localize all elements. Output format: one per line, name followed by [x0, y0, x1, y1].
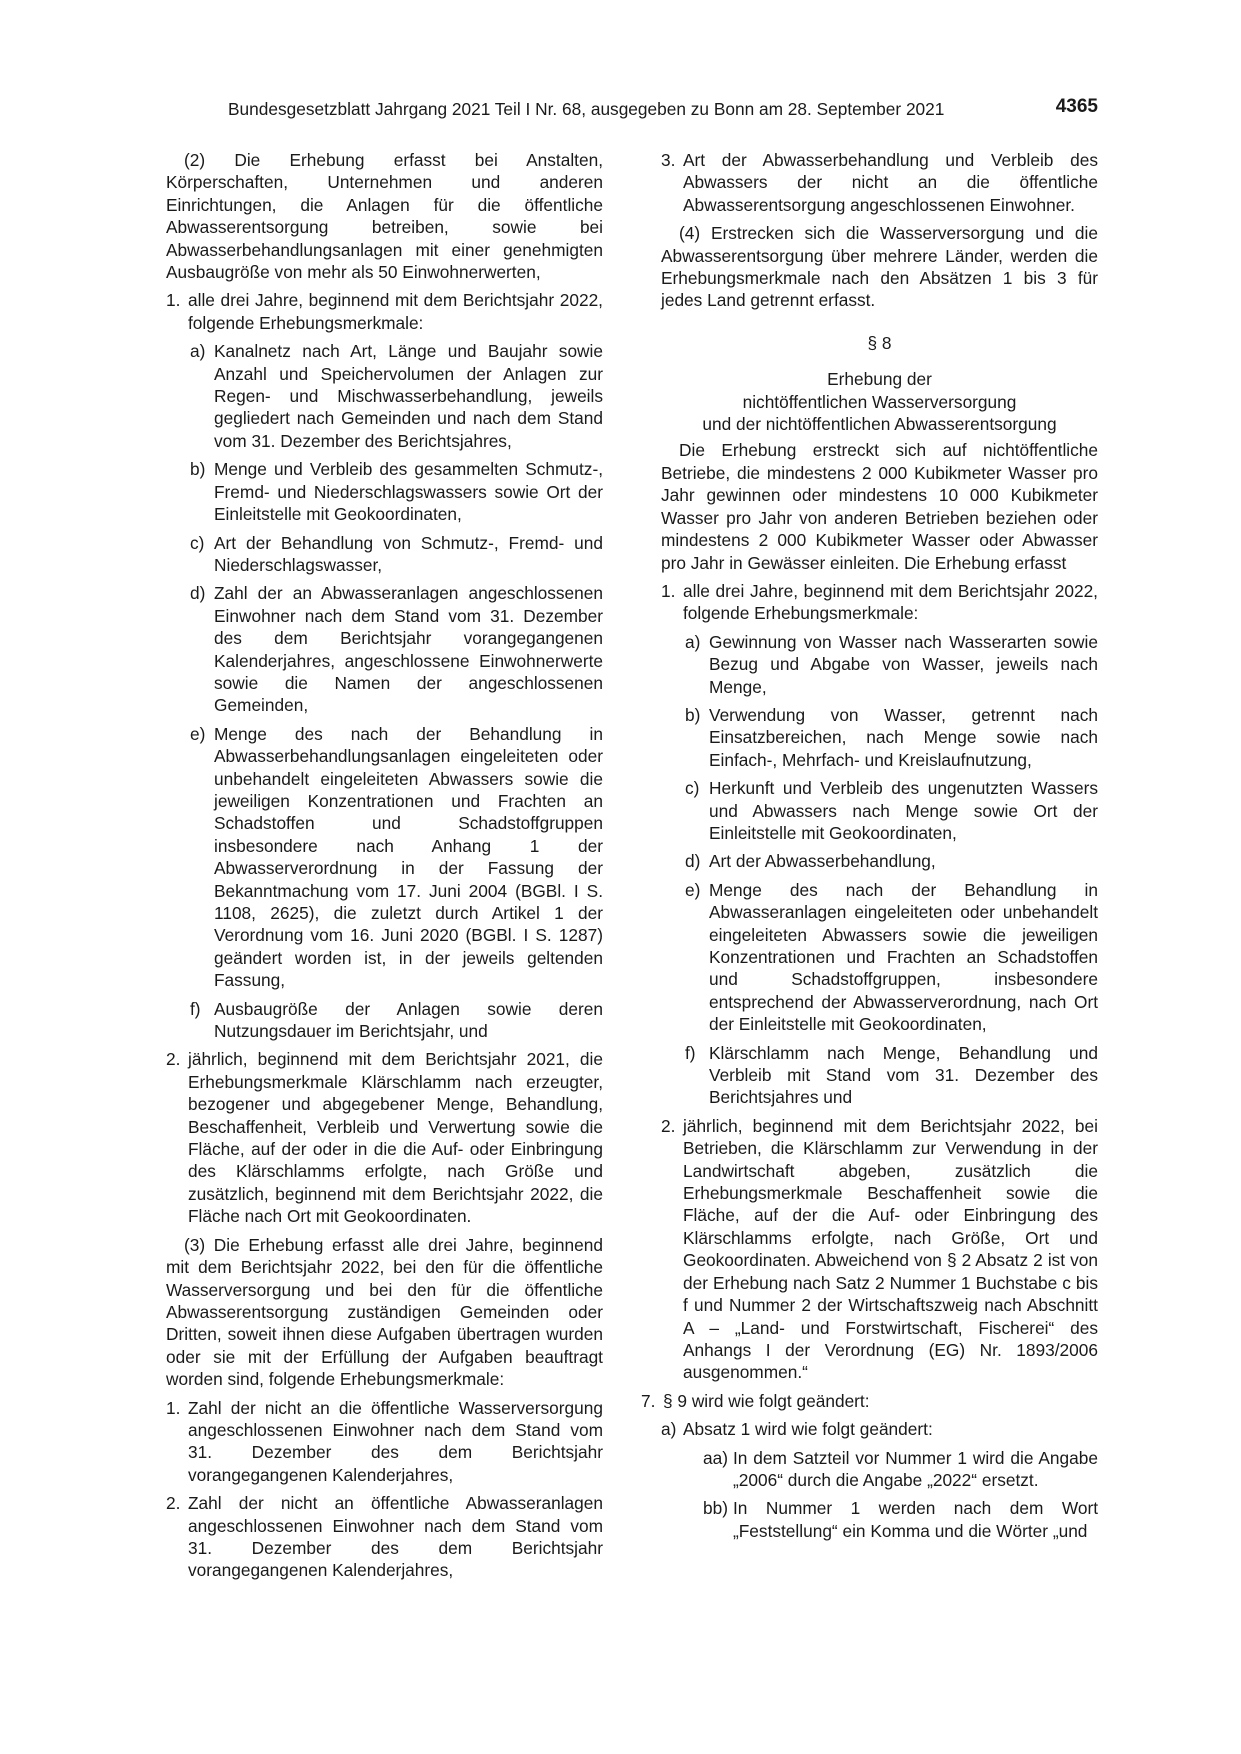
list-item: [190, 458, 603, 525]
list-item: [190, 532, 603, 577]
list-item: [166, 289, 603, 334]
list-item: [661, 149, 1098, 216]
header-text: Bundesgesetzblatt Jahrgang 2021 Teil I Nr. 68, ausgegeben zu Bonn am 28. September 2021: [228, 99, 945, 119]
list-text: Gewinnung von Wasser nach Wasserarten sowie Bezug und Abgabe von Wasser, jeweils nach Menge,: [709, 631, 1098, 697]
list-item: [166, 1492, 603, 1582]
list-text: Art der Abwasserbehandlung,: [709, 851, 936, 872]
section-title-line-1: Erhebung der: [827, 369, 932, 390]
paragraph-3: (3) Die Erhebung erfasst alle drei Jahre, beginnend mit dem Berichtsjahr 2022, bei den für die öffentliche Wasserversorgung und bei den für die öffentliche Abwasserentsorgung zuständigen Gemeinden oder Dritten, soweit ihnen diese Aufgaben übertragen wurden oder sie mit der Erfüllung der Aufgaben beauftragt worden sind, folgende Erhebungsmerkmale:: [166, 1234, 603, 1390]
section-intro: Die Erhebung erstreckt sich auf nichtöffentliche Betriebe, die mindestens 2 000 Kubikmeter Wasser pro Jahr gewinnen oder mindestens 10 000 Kubikmeter Wasser pro Jahr von anderen Betrieben beziehen oder mindestens 2 000 Kubikmeter Wasser oder Abwasser pro Jahr in Gewässer einleiten. Die Erhebung erfasst: [661, 440, 1098, 573]
list-text: jährlich, beginnend mit dem Berichtsjahr 2022, bei Betrieben, die Klärschlamm zur Verwendung in der Landwirtschaft abgeben, zusätzlich die Erhebungsmerkmale Beschaffenheit sowie die Fläche, auf der die Auf- oder Einbringung des Klärschlamms erfolgte, nach Größe, Ort und Geokoordinaten. Abweichend von § 2 Absatz 2 ist von der Erhebung nach Satz 2 Nummer 1 Buchstabe c bis f und Nummer 2 der Wirtschaftszweig nach Abschnitt A – „Land- und Forstwirtschaft, Fischerei“ des Anhangs I der Verordnung (EG) Nr. 1893/2006 ausgenommen.“: [683, 1115, 1098, 1383]
list-marker: 1.: [166, 290, 181, 311]
list-marker: d): [685, 851, 701, 872]
section-title-line-3: und der nichtöffentlichen Abwasserentsorgung: [702, 414, 1057, 435]
list-text: Art der Abwasserbehandlung und Verbleib des Abwassers der nicht an die öffentliche Abwasserentsorgung angeschlossenen Einwohner.: [683, 150, 1098, 215]
paragraph-4: (4) Erstrecken sich die Wasserversorgung und die Abwasserentsorgung über mehrere Länder, werden die Erhebungsmerkmale nach den Absätzen 1 bis 3 für jedes Land getrennt erfasst.: [661, 223, 1098, 311]
list-marker: 2.: [166, 1493, 181, 1514]
list-marker: aa): [703, 1447, 728, 1468]
list-text: jährlich, beginnend mit dem Berichtsjahr 2021, die Erhebungsmerkmale Klärschlamm nach erzeugter, bezogener und abgegebener Menge, Behandlung, Beschaffenheit, Verbleib und Verwertung sowie die Fläche, auf der oder in die die Auf- oder Einbringung des Klärschlamms erfolgte, nach Größe und zusätzlich, beginnend mit dem Berichtsjahr 2022, die Fläche nach Ort mit Geokoordinaten.: [188, 1049, 603, 1227]
list-item: [685, 631, 1098, 698]
list-item: [190, 582, 603, 716]
list-text: Menge und Verbleib des gesammelten Schmutz-, Fremd- und Niederschlagswassers sowie Ort der Einleitstelle mit Geokoordinaten,: [214, 459, 603, 525]
list-marker: e): [685, 879, 701, 900]
list-marker: b): [190, 459, 206, 480]
list-marker: a): [685, 631, 701, 652]
list-item: [641, 1390, 1098, 1412]
paragraph-2: (2) Die Erhebung erfasst bei Anstalten, Körperschaften, Unternehmen und anderen Einrichtungen, die Anlagen für die öffentliche Abwasserentsorgung betreiben, sowie bei Abwasserbehandlungsanlagen mit einer genehmigten Ausbaugröße von mehr als 50 Einwohnerwerten,: [166, 150, 603, 283]
list-marker: 1.: [661, 580, 676, 601]
list-text: Menge des nach der Behandlung in Abwasseranlagen eingeleiteten oder unbehandelt eingeleiteten Abwassers sowie die jeweiligen Konzentrationen und Frachten an Schadstoffen und Schadstoffgruppen, insbesondere entsprechend der Abwasserverordnung, nach Ort der Einleitstelle mit Geokoordinaten,: [709, 879, 1098, 1035]
list-item: [703, 1497, 1098, 1542]
list-text: Klärschlamm nach Menge, Behandlung und Verbleib mit Stand vom 31. Dezember des Berichtsjahres und: [709, 1042, 1098, 1108]
list-marker: d): [190, 583, 206, 604]
list-text: Zahl der nicht an öffentliche Abwasseranlagen angeschlossenen Einwohner nach dem Stand vom 31. Dezember des dem Berichtsjahr vorangegangenen Kalenderjahres,: [188, 1493, 603, 1581]
list-marker: a): [661, 1419, 677, 1440]
list-text: Herkunft und Verbleib des ungenutzten Wassers und Abwassers nach Menge sowie Ort der Einleitstelle mit Geokoordinaten,: [709, 778, 1098, 843]
list-item: [661, 580, 1098, 625]
list-marker: bb): [703, 1498, 728, 1519]
left-column: [166, 149, 603, 1588]
list-item: [190, 340, 603, 452]
list-text: alle drei Jahre, beginnend mit dem Berichtsjahr 2022, folgende Erhebungsmerkmale:: [188, 290, 603, 333]
list-text: In Nummer 1 werden nach dem Wort „Feststellung“ ein Komma und die Wörter „und: [733, 1498, 1098, 1541]
list-text: § 9 wird wie folgt geändert:: [663, 1390, 870, 1411]
list-marker: e): [190, 723, 206, 744]
list-text: Verwendung von Wasser, getrennt nach Einsatzbereichen, nach Menge sowie nach Einfach-, Mehrfach- und Kreislaufnutzung,: [709, 704, 1098, 770]
list-item: [661, 1115, 1098, 1384]
section-number: § 8: [867, 332, 892, 353]
list-text: Ausbaugröße der Anlagen sowie deren Nutzungsdauer im Berichtsjahr, und: [214, 998, 603, 1042]
list-item: [685, 777, 1098, 844]
right-column: [641, 149, 1098, 1548]
page-number: 4365: [1055, 96, 1098, 117]
list-text: Kanalnetz nach Art, Länge und Baujahr sowie Anzahl und Speichervolumen der Anlagen zur Regen- und Mischwasserbehandlung, jeweils gegliedert nach Gemeinden und nach dem Stand vom 31. Dezember des Berichtsjahres,: [214, 341, 603, 451]
list-text: Menge des nach der Behandlung in Abwasserbehandlungsanlagen eingeleiteten oder unbehandelt eingeleiteten Abwassers sowie die jeweiligen Konzentrationen und Frachten an Schadstoffen und Schadstoffgruppen insbesondere nach Anhang 1 der Abwasserverordnung in der Fassung der Bekanntmachung vom 17. Juni 2004 (BGBl. I S. 1108, 2625), die zuletzt durch Artikel 1 der Verordnung vom 16. Juni 2020 (BGBl. I S. 1287) geändert worden ist, in der jeweils geltenden Fassung,: [214, 723, 603, 991]
list-item: [703, 1447, 1098, 1492]
list-item: [661, 1418, 1098, 1440]
list-marker: 7.: [641, 1390, 656, 1411]
list-marker: f): [685, 1042, 696, 1063]
list-text: In dem Satzteil vor Nummer 1 wird die Angabe „2006“ durch die Angabe „2022“ ersetzt.: [733, 1447, 1098, 1490]
list-marker: 1.: [166, 1397, 181, 1418]
list-marker: c): [190, 532, 205, 553]
list-marker: 2.: [661, 1115, 676, 1136]
list-text: Zahl der an Abwasseranlagen angeschlossenen Einwohner nach dem Stand vom 31. Dezember des dem Berichtsjahr vorangegangenen Kalenderjahres, angeschlossene Einwohnerwerte sowie die Namen der angeschlossenen Gemeinden,: [214, 583, 603, 716]
list-item: [685, 879, 1098, 1036]
list-item: [685, 704, 1098, 771]
list-marker: c): [685, 778, 700, 799]
list-text: alle drei Jahre, beginnend mit dem Berichtsjahr 2022, folgende Erhebungsmerkmale:: [683, 580, 1098, 624]
page-header: [228, 98, 1098, 124]
list-item: [166, 1397, 603, 1487]
list-item: [190, 998, 603, 1043]
list-text: Art der Behandlung von Schmutz-, Fremd- und Niederschlagswasser,: [214, 532, 603, 575]
list-marker: a): [190, 341, 206, 362]
list-text: Absatz 1 wird wie folgt geändert:: [683, 1419, 933, 1440]
list-marker: f): [190, 998, 201, 1019]
list-item: [190, 723, 603, 992]
list-marker: b): [685, 704, 701, 725]
list-marker: 2.: [166, 1049, 181, 1070]
list-item: [685, 850, 1098, 872]
list-item: [685, 1042, 1098, 1109]
list-marker: 3.: [661, 150, 676, 170]
list-text: Zahl der nicht an die öffentliche Wasserversorgung angeschlossenen Einwohner nach dem Stand vom 31. Dezember des dem Berichtsjahr vorangegangenen Kalenderjahres,: [188, 1397, 603, 1485]
section-title-line-2: nichtöffentlichen Wasserversorgung: [742, 391, 1017, 412]
list-item: [166, 1048, 603, 1227]
